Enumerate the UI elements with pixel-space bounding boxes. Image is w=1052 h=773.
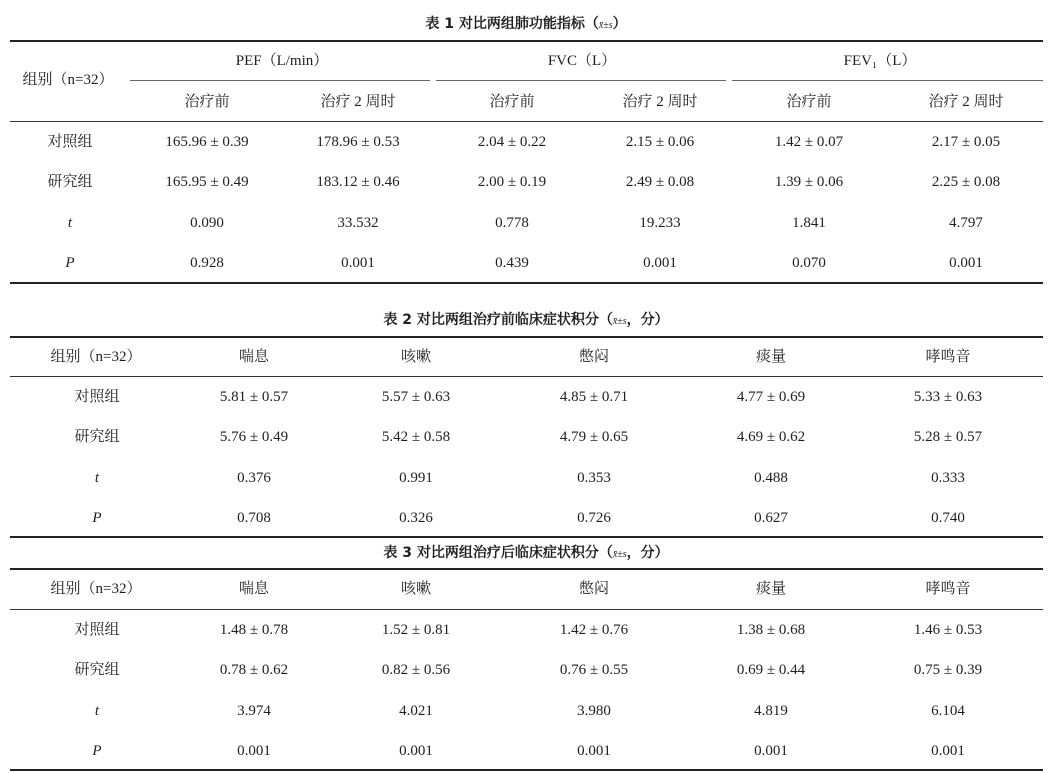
row-label: 研究组 bbox=[74, 662, 120, 678]
table-cell: 5.81 ± 0.57 bbox=[219, 389, 289, 405]
table1-group-header: 组别（n=32） bbox=[22, 72, 114, 88]
table-cell: 0.090 bbox=[190, 215, 224, 231]
table1-colgroup-fev1: FEV₁（L） bbox=[843, 53, 917, 69]
table1-pef-underline bbox=[130, 80, 430, 81]
table-cell: 0.78 ± 0.62 bbox=[219, 662, 289, 678]
table-cell: 0.69 ± 0.44 bbox=[736, 662, 806, 678]
table-cell: 0.001 bbox=[577, 743, 611, 759]
table-cell: 2.00 ± 0.19 bbox=[477, 174, 547, 190]
table1-subcol: 治疗 2 周时 bbox=[928, 94, 1004, 110]
table-cell: 1.52 ± 0.81 bbox=[381, 622, 451, 638]
table-cell: 2.15 ± 0.06 bbox=[625, 134, 695, 150]
row-label: 研究组 bbox=[47, 174, 93, 190]
table-cell: 5.28 ± 0.57 bbox=[913, 429, 983, 445]
table-cell: 4.819 bbox=[754, 703, 788, 719]
table1-subcol: 治疗前 bbox=[786, 94, 832, 110]
table1-fvc-underline bbox=[436, 80, 726, 81]
column-header: 痰量 bbox=[755, 349, 787, 365]
column-header: 喘息 bbox=[238, 349, 270, 365]
table-cell: 0.778 bbox=[495, 215, 529, 231]
table-cell: 4.79 ± 0.65 bbox=[559, 429, 629, 445]
table-cell: 5.57 ± 0.63 bbox=[381, 389, 451, 405]
table3-caption-stat: x̄±s bbox=[612, 549, 627, 560]
table-cell: 178.96 ± 0.53 bbox=[316, 134, 400, 150]
table3-group-header: 组别（n=32） bbox=[50, 581, 142, 597]
table-cell: 1.46 ± 0.53 bbox=[913, 622, 983, 638]
table-cell: 0.001 bbox=[949, 255, 983, 271]
column-header: 哮鸣音 bbox=[925, 349, 971, 365]
table1-colgroup-fvc: FVC（L） bbox=[547, 53, 617, 69]
row-label: P bbox=[92, 743, 102, 759]
table-cell: 165.96 ± 0.39 bbox=[165, 134, 249, 150]
table1-subcol: 治疗前 bbox=[184, 94, 230, 110]
table-cell: 1.38 ± 0.68 bbox=[736, 622, 806, 638]
table-cell: 0.75 ± 0.39 bbox=[913, 662, 983, 678]
table2-caption-end: ，分） bbox=[626, 312, 669, 328]
table-cell: 1.39 ± 0.06 bbox=[774, 174, 844, 190]
table-cell: 2.04 ± 0.22 bbox=[477, 134, 547, 150]
table-cell: 0.001 bbox=[643, 255, 677, 271]
table-cell: 0.488 bbox=[754, 470, 788, 486]
table-cell: 0.708 bbox=[237, 510, 271, 526]
table-cell: 0.001 bbox=[931, 743, 965, 759]
table1-caption-end: ） bbox=[612, 16, 627, 32]
table-cell: 0.001 bbox=[399, 743, 433, 759]
row-label: P bbox=[65, 255, 75, 271]
column-header: 咳嗽 bbox=[400, 349, 432, 365]
table-cell: 0.326 bbox=[399, 510, 433, 526]
table-cell: 3.974 bbox=[237, 703, 271, 719]
row-label: 对照组 bbox=[74, 389, 120, 405]
table-cell: 4.85 ± 0.71 bbox=[559, 389, 629, 405]
table3-header-rule bbox=[10, 609, 1043, 610]
row-label: P bbox=[92, 510, 102, 526]
table-cell: 0.001 bbox=[237, 743, 271, 759]
column-header: 咳嗽 bbox=[400, 581, 432, 597]
table1-caption bbox=[0, 14, 1052, 36]
table-cell: 3.980 bbox=[577, 703, 611, 719]
table3-caption bbox=[0, 543, 1052, 565]
row-label: t bbox=[94, 470, 100, 486]
table-cell: 0.740 bbox=[931, 510, 965, 526]
column-header: 喘息 bbox=[238, 581, 270, 597]
table-cell: 1.841 bbox=[792, 215, 826, 231]
table-cell: 0.353 bbox=[577, 470, 611, 486]
table-cell: 4.77 ± 0.69 bbox=[736, 389, 806, 405]
table1-caption-stat: x̄±s bbox=[598, 20, 613, 31]
table-cell: 6.104 bbox=[931, 703, 965, 719]
table-cell: 5.42 ± 0.58 bbox=[381, 429, 451, 445]
column-header: 哮鸣音 bbox=[925, 581, 971, 597]
table-cell: 0.376 bbox=[237, 470, 271, 486]
table2-header-rule bbox=[10, 376, 1043, 377]
table1-subcol: 治疗 2 周时 bbox=[320, 94, 396, 110]
table-cell: 4.69 ± 0.62 bbox=[736, 429, 806, 445]
table-cell: 0.726 bbox=[577, 510, 611, 526]
table1-subcol: 治疗前 bbox=[489, 94, 535, 110]
table2-bottom-rule bbox=[10, 536, 1043, 538]
table-cell: 183.12 ± 0.46 bbox=[316, 174, 400, 190]
table-cell: 0.991 bbox=[399, 470, 433, 486]
table-cell: 2.17 ± 0.05 bbox=[931, 134, 1001, 150]
table3-caption-text: 表 3 对比两组治疗后临床症状积分（ bbox=[383, 545, 613, 561]
table-cell: 0.001 bbox=[754, 743, 788, 759]
table3-caption-end: ，分） bbox=[626, 545, 669, 561]
table1-caption-text: 表 1 对比两组肺功能指标（ bbox=[425, 16, 599, 32]
table-cell: 165.95 ± 0.49 bbox=[165, 174, 249, 190]
table2-caption bbox=[0, 310, 1052, 332]
row-label: 对照组 bbox=[47, 134, 93, 150]
table1-header-rule bbox=[10, 121, 1043, 122]
table3-bottom-rule bbox=[10, 769, 1043, 771]
row-label: t bbox=[67, 215, 73, 231]
table-cell: 2.49 ± 0.08 bbox=[625, 174, 695, 190]
table-cell: 0.333 bbox=[931, 470, 965, 486]
column-header: 憋闷 bbox=[578, 581, 610, 597]
table-cell: 0.070 bbox=[792, 255, 826, 271]
column-header: 憋闷 bbox=[578, 349, 610, 365]
table-cell: 1.42 ± 0.76 bbox=[559, 622, 629, 638]
table-cell: 5.33 ± 0.63 bbox=[913, 389, 983, 405]
table1-subcol: 治疗 2 周时 bbox=[622, 94, 698, 110]
table1-fev1-underline bbox=[732, 80, 1043, 81]
table-cell: 1.48 ± 0.78 bbox=[219, 622, 289, 638]
table-cell: 0.76 ± 0.55 bbox=[559, 662, 629, 678]
table-cell: 2.25 ± 0.08 bbox=[931, 174, 1001, 190]
table-cell: 4.021 bbox=[399, 703, 433, 719]
table-cell: 0.001 bbox=[341, 255, 375, 271]
table-cell: 19.233 bbox=[639, 215, 681, 231]
table1-top-rule bbox=[10, 40, 1043, 42]
row-label: 对照组 bbox=[74, 622, 120, 638]
table-cell: 0.928 bbox=[190, 255, 224, 271]
table2-caption-text: 表 2 对比两组治疗前临床症状积分（ bbox=[383, 312, 613, 328]
column-header: 痰量 bbox=[755, 581, 787, 597]
table-cell: 33.532 bbox=[337, 215, 379, 231]
table-cell: 0.627 bbox=[754, 510, 788, 526]
table-cell: 0.439 bbox=[495, 255, 529, 271]
table2-caption-stat: x̄±s bbox=[612, 316, 627, 327]
row-label: 研究组 bbox=[74, 429, 120, 445]
table2-top-rule bbox=[10, 336, 1043, 338]
table-cell: 0.82 ± 0.56 bbox=[381, 662, 451, 678]
table-cell: 1.42 ± 0.07 bbox=[774, 134, 844, 150]
row-label: t bbox=[94, 703, 100, 719]
table-cell: 4.797 bbox=[949, 215, 983, 231]
table2-group-header: 组别（n=32） bbox=[50, 349, 142, 365]
table3-top-rule bbox=[10, 568, 1043, 570]
table1-colgroup-pef: PEF（L/min） bbox=[235, 53, 329, 69]
table1-bottom-rule bbox=[10, 282, 1043, 284]
table-cell: 5.76 ± 0.49 bbox=[219, 429, 289, 445]
